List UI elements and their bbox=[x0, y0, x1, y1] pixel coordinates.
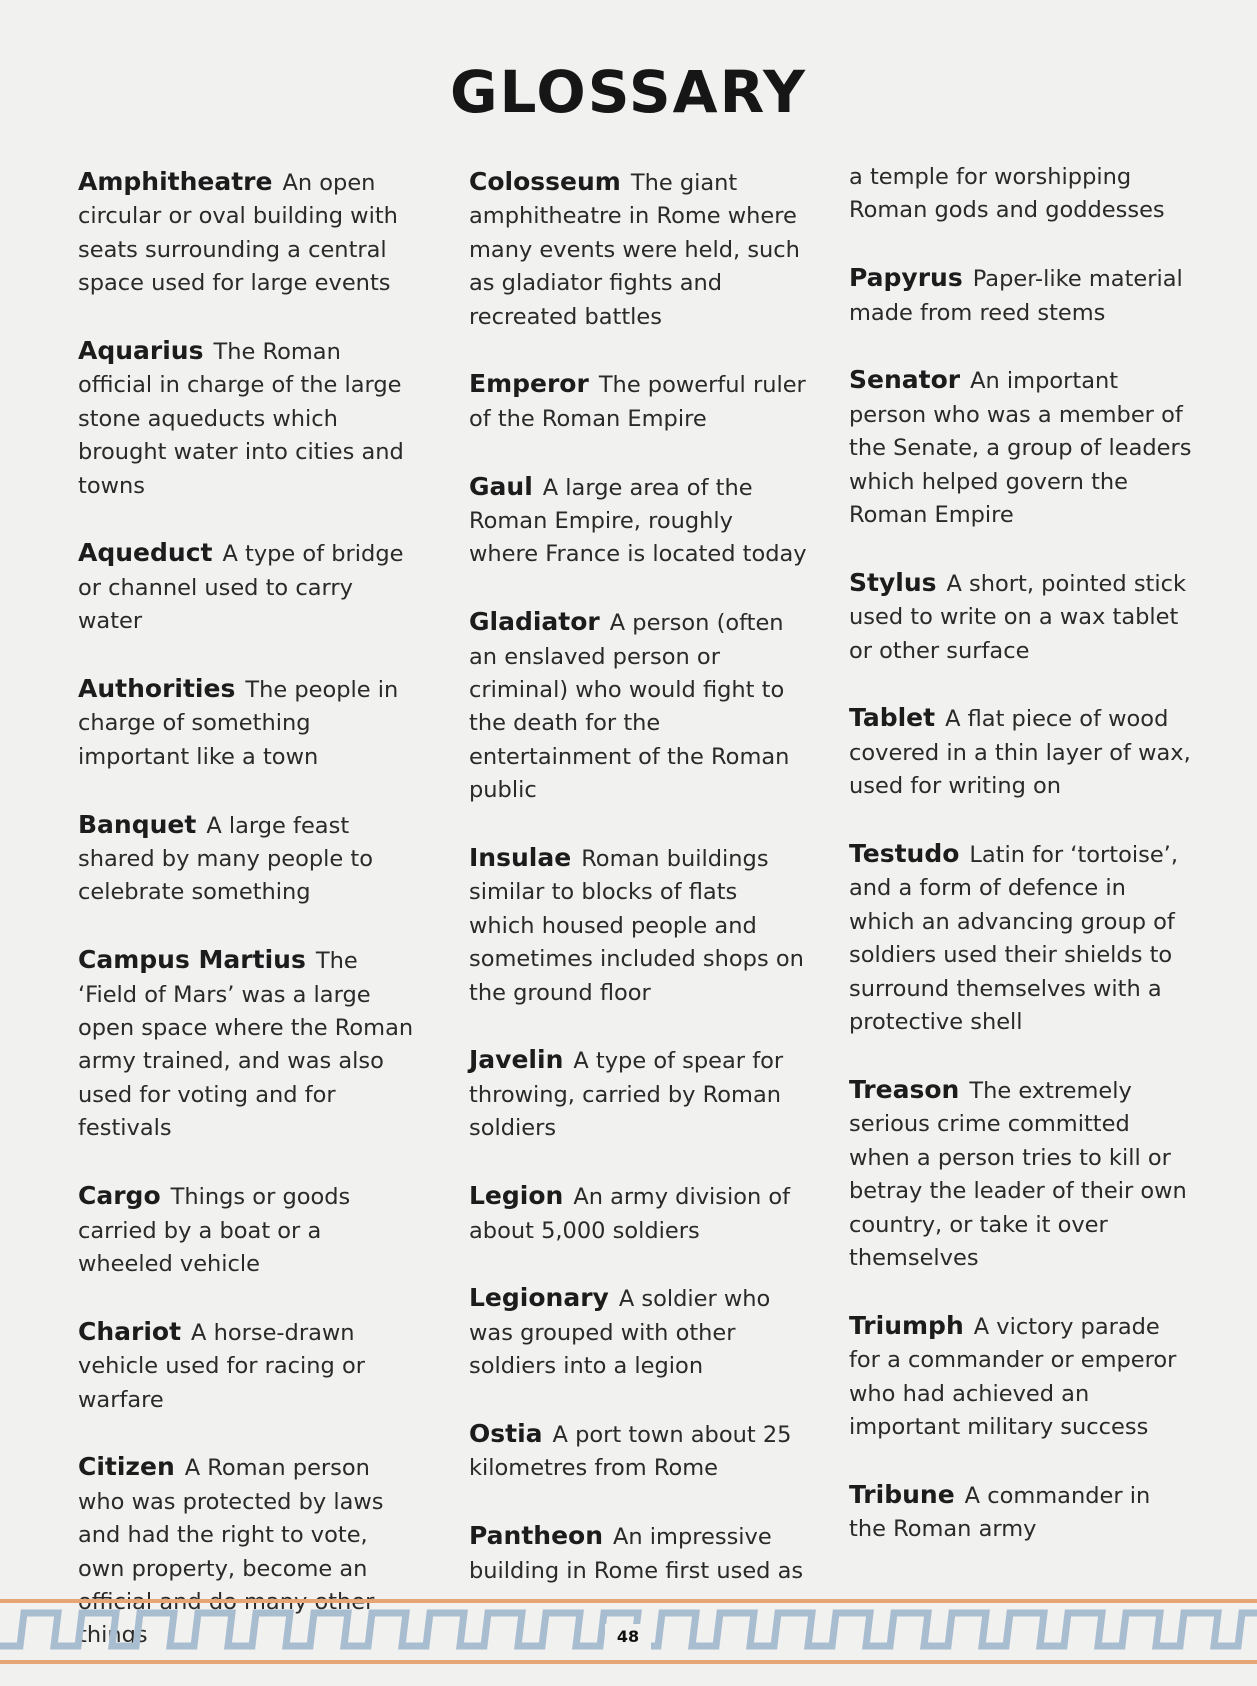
glossary-term: Amphitheatre bbox=[78, 167, 273, 196]
glossary-column-1 bbox=[78, 165, 418, 1686]
glossary-entry bbox=[469, 605, 809, 807]
glossary-entry bbox=[469, 165, 809, 334]
glossary-term: Triumph bbox=[849, 1310, 964, 1340]
glossary-definition: A large area of the Roman Empire, roughly where France is located today bbox=[469, 474, 807, 568]
glossary-term: Pantheon bbox=[469, 1521, 603, 1551]
glossary-entry bbox=[78, 943, 418, 1145]
glossary-definition: A type of bridge or channel used to carry water bbox=[78, 541, 404, 635]
glossary-term: Colosseum bbox=[469, 167, 621, 196]
glossary-term: Papyrus bbox=[849, 263, 963, 293]
glossary-entry bbox=[469, 470, 809, 572]
glossary-entry bbox=[469, 1519, 809, 1588]
glossary-entry bbox=[469, 1179, 809, 1248]
glossary-definition: Paper-like material made from reed stems bbox=[849, 266, 1183, 326]
glossary-entry bbox=[78, 334, 418, 503]
glossary-entry bbox=[849, 701, 1194, 803]
glossary-entry bbox=[469, 841, 809, 1010]
glossary-term: Treason bbox=[849, 1074, 960, 1104]
glossary-definition: Latin for ‘tortoise’, and a form of defence in which an advancing group of soldiers used their shields to surround themselves with a protective shell bbox=[849, 842, 1178, 1036]
glossary-entry bbox=[469, 1043, 809, 1145]
glossary-definition: Things or goods carried by a boat or a wheeled vehicle bbox=[78, 1184, 351, 1277]
glossary-term: Tablet bbox=[849, 703, 936, 733]
glossary-definition: The powerful ruler of the Roman Empire bbox=[469, 372, 806, 432]
glossary-continuation: a temple for worshipping Roman gods and goddesses bbox=[849, 164, 1165, 224]
glossary-definition: A type of spear for throwing, carried by Roman soldiers bbox=[469, 1048, 784, 1142]
glossary-definition: Roman buildings similar to blocks of flats which housed people and sometimes included shops on the ground floor bbox=[469, 846, 804, 1006]
glossary-column-2 bbox=[469, 165, 809, 1621]
glossary-definition: A short, pointed stick used to write on a wax tablet or other surface bbox=[849, 570, 1187, 664]
glossary-term: Chariot bbox=[78, 1316, 182, 1346]
glossary-term: Gaul bbox=[469, 471, 533, 501]
glossary-definition: A soldier who was grouped with other soldiers into a legion bbox=[469, 1286, 771, 1380]
glossary-definition: An open circular or oval building with seats surrounding a central space used for large events bbox=[78, 170, 398, 297]
glossary-column-3 bbox=[849, 165, 1194, 1580]
glossary-term: Stylus bbox=[849, 567, 937, 597]
glossary-definition: The extremely serious crime committed when a person tries to kill or betray the leader of their own country, or take it over themselves bbox=[849, 1077, 1187, 1271]
glossary-term: Ostia bbox=[469, 1418, 543, 1448]
glossary-term: Senator bbox=[849, 365, 961, 395]
glossary-definition: The people in charge of something important like a town bbox=[78, 677, 399, 770]
glossary-term: Banquet bbox=[78, 809, 197, 839]
glossary-term: Gladiator bbox=[469, 607, 600, 637]
glossary-definition: An impressive building in Rome first used as bbox=[469, 1524, 804, 1584]
glossary-definition: An army division of about 5,000 soldiers bbox=[469, 1184, 791, 1244]
glossary-entry bbox=[78, 536, 418, 638]
glossary-entry bbox=[849, 837, 1194, 1039]
glossary-definition: The giant amphitheatre in Rome where many events were held, such as gladiator fights and recreated battles bbox=[469, 170, 800, 330]
glossary-term: Javelin bbox=[469, 1045, 564, 1075]
glossary-entry bbox=[469, 367, 809, 436]
glossary-entry bbox=[78, 1315, 418, 1417]
glossary-term: Tribune bbox=[849, 1479, 955, 1509]
glossary-entry bbox=[849, 1478, 1194, 1547]
glossary-term: Emperor bbox=[469, 369, 589, 399]
glossary-entry bbox=[78, 808, 418, 910]
glossary-term: Insulae bbox=[469, 843, 572, 873]
glossary-definition: The ‘Field of Mars’ was a large open space where the Roman army trained, and was also used for voting and for festivals bbox=[78, 948, 414, 1142]
glossary-term: Cargo bbox=[78, 1181, 161, 1211]
glossary-definition: A victory parade for a commander or emperor who had achieved an important military success bbox=[849, 1313, 1177, 1440]
glossary-term: Testudo bbox=[849, 839, 960, 869]
glossary-entry bbox=[469, 1417, 809, 1486]
glossary-definition: A large feast shared by many people to celebrate something bbox=[78, 812, 373, 906]
glossary-entry bbox=[849, 1073, 1194, 1275]
glossary-definition: A flat piece of wood covered in a thin layer of wax, used for writing on bbox=[849, 706, 1191, 800]
glossary-term: Aqueduct bbox=[78, 538, 213, 568]
glossary-entry bbox=[849, 566, 1194, 668]
glossary-entry bbox=[78, 165, 418, 301]
glossary-term: Aquarius bbox=[78, 336, 204, 366]
glossary-entry bbox=[849, 363, 1194, 532]
glossary-definition: A commander in the Roman army bbox=[849, 1482, 1151, 1543]
glossary-term: Legionary bbox=[469, 1283, 609, 1313]
glossary-entry bbox=[78, 1179, 418, 1281]
glossary-definition: An important person who was a member of the Senate, a group of leaders which helped govern the Roman Empire bbox=[849, 368, 1192, 529]
glossary-term: Legion bbox=[469, 1181, 564, 1211]
glossary-definition: A port town about 25 kilometres from Rome bbox=[469, 1421, 792, 1482]
page-number: 48 bbox=[605, 1624, 651, 1650]
glossary-definition: A horse-drawn vehicle used for racing or warfare bbox=[78, 1319, 366, 1413]
glossary-term: Citizen bbox=[78, 1452, 175, 1482]
glossary-definition: The Roman official in charge of the large stone aqueducts which brought water into cities and towns bbox=[78, 339, 404, 499]
glossary-term: Campus Martius bbox=[78, 945, 306, 975]
glossary-term: Authorities bbox=[78, 674, 236, 704]
glossary-entry bbox=[849, 261, 1194, 330]
glossary-definition: A Roman person who was protected by laws and had the right to vote, own property, become an official and do many other things bbox=[78, 1455, 384, 1649]
glossary-definition: A person (often an enslaved person or criminal) who would fight to the death for the entertainment of the Roman public bbox=[469, 610, 790, 804]
glossary-entry bbox=[849, 1309, 1194, 1445]
glossary-entry bbox=[78, 672, 418, 774]
glossary-entry bbox=[469, 1281, 809, 1383]
page-title: GLOSSARY bbox=[449, 58, 808, 126]
